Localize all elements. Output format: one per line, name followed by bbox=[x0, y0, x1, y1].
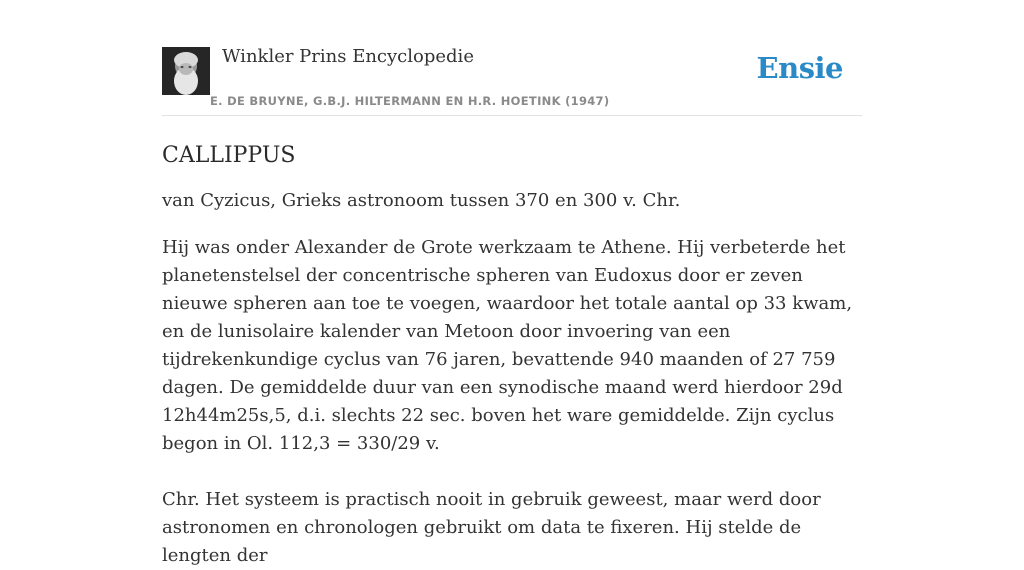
brand-logo[interactable]: Ensie bbox=[756, 51, 843, 85]
author-avatar[interactable] bbox=[162, 47, 210, 95]
entry-intro: van Cyzicus, Grieks astronoom tussen 370 en 300 v. Chr. bbox=[162, 190, 681, 211]
entry-title: CALLIPPUS bbox=[162, 143, 296, 168]
entry-paragraph: Hij was onder Alexander de Grote werkzaam te Athene. Hij verbeterde het planetenstelsel der concentrische spheren van Eudoxus door er zeven nieuwe spheren aan toe te voegen, waardoor het totale aantal op 33 kwam, en de lunisolaire kalender van Metoon door invoering van een tijdrekenkundige cyclus van 76 jaren, bevattende 940 maanden of 27 759 dagen. De gemiddelde duur van een synodische maand werd hierdoor 29d 12h44m25s,5, d.i. slechts 22 sec. boven het ware gemiddelde. Zijn cyclus begon in Ol. 112,3 = 330/29 v. bbox=[162, 237, 853, 454]
portrait-icon bbox=[162, 47, 210, 95]
page-container bbox=[162, 0, 862, 570]
source-header bbox=[162, 0, 862, 116]
entry-paragraph: Chr. Het systeem is practisch nooit in gebruik geweest, maar werd door astronomen en chronologen gebruikt om data te fixeren. Hij stelde de lengten der bbox=[162, 489, 821, 566]
authors-line: E. DE BRUYNE, G.B.J. HILTERMANN EN H.R. HOETINK (1947) bbox=[210, 94, 610, 108]
source-title-link[interactable]: Winkler Prins Encyclopedie bbox=[222, 46, 474, 67]
